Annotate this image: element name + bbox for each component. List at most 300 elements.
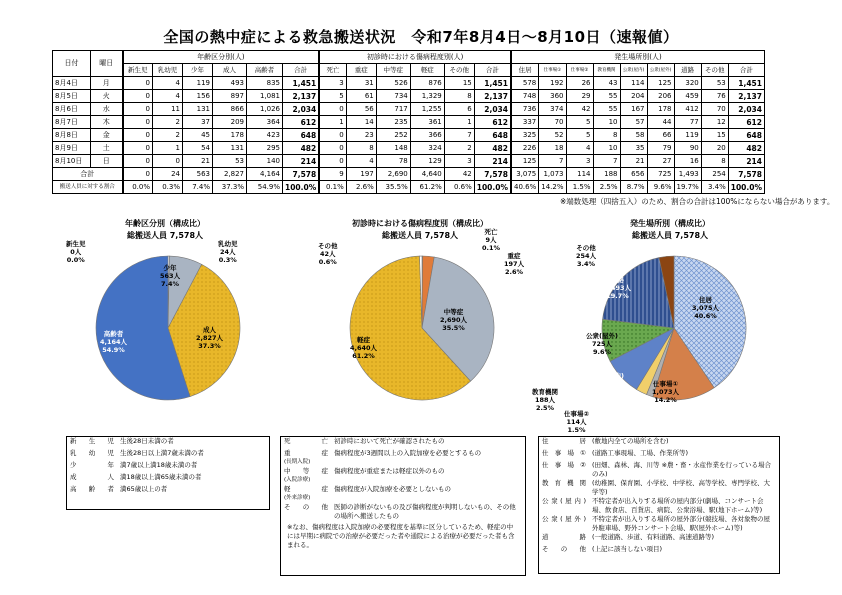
column-headers xyxy=(53,64,765,77)
date-cell: 8月4日 xyxy=(53,77,91,90)
column-header: 乳幼児 xyxy=(153,64,183,77)
definition-term: その他 xyxy=(284,503,328,511)
table-cell: 1,451 xyxy=(283,77,320,90)
table-cell: 114 xyxy=(566,168,593,181)
table-cell: 26 xyxy=(566,77,593,90)
severity-pie-total: 総搬送人員 7,578人 xyxy=(381,231,459,240)
age-pie-heading: 年齢区分別（構成比） xyxy=(125,219,205,228)
definition-desc: 満65歳以上の者 xyxy=(120,485,168,493)
table-cell: 1,026 xyxy=(247,103,283,116)
header-age-group: 年齢区分別(人) xyxy=(123,51,320,64)
ratio-row-label: 搬送人員に対する割合 xyxy=(53,181,123,194)
definition-row xyxy=(281,437,525,449)
severity-pie-heading: 初診時における傷病程度別（構成比） xyxy=(352,219,488,228)
table-cell: 648 xyxy=(283,129,320,142)
table-cell: 2 xyxy=(444,142,474,155)
table-cell: 12 xyxy=(701,116,728,129)
table-cell: 482 xyxy=(283,142,320,155)
table-cell: 178 xyxy=(213,129,247,142)
total-row xyxy=(53,168,765,181)
definition-term: その他 xyxy=(542,545,586,553)
table-cell: 5 xyxy=(319,90,346,103)
table-cell: 0 xyxy=(319,155,346,168)
table-cell: 3 xyxy=(444,155,474,168)
table-cell: 2,137 xyxy=(474,90,511,103)
table-cell: 114 xyxy=(620,77,647,90)
table-cell: 1,493 xyxy=(674,168,701,181)
table-cell: 214 xyxy=(474,155,511,168)
column-header: 軽症 xyxy=(410,64,444,77)
definition-term: 重症 xyxy=(284,449,328,457)
weekday-cell: 金 xyxy=(91,129,123,142)
date-cell: 8月7日 xyxy=(53,116,91,129)
table-cell: 100.0% xyxy=(474,181,511,194)
column-header: 成人 xyxy=(213,64,247,77)
definition-term: 公衆(屋外) xyxy=(542,515,586,523)
table-cell: 324 xyxy=(410,142,444,155)
table-cell: 54.9% xyxy=(247,181,283,194)
severity-label-severe: 重症 197人 2.6% xyxy=(504,252,525,276)
table-cell: 226 xyxy=(511,142,539,155)
definition-desc: 不特定者が出入りする場所の屋内部分(劇場、コンサート会場、飲食店、百貨店、病院、公衆浴場、駅(地下ホーム)等) xyxy=(592,497,764,514)
definition-term: 公衆(屋内) xyxy=(542,497,586,505)
table-cell: 0 xyxy=(123,168,153,181)
table-cell: 366 xyxy=(410,129,444,142)
definition-term: 高齢者 xyxy=(70,485,114,493)
table-cell: 725 xyxy=(647,168,674,181)
column-header: 仕事場① xyxy=(539,64,566,77)
weekday-cell: 日 xyxy=(91,155,123,168)
table-cell: 54 xyxy=(183,142,213,155)
table-cell: 2.5% xyxy=(593,181,620,194)
definition-desc: 満18歳以上満65歳未満の者 xyxy=(120,473,202,481)
table-cell: 412 xyxy=(674,103,701,116)
table-cell: 119 xyxy=(183,77,213,90)
header-date: 日付 xyxy=(53,51,91,77)
table-cell: 3 xyxy=(319,77,346,90)
definition-row xyxy=(67,485,269,497)
place-label-home: 住居 3,075人 40.6% xyxy=(692,296,720,320)
place-pie-total: 総搬送人員 7,578人 xyxy=(631,231,709,240)
table-cell: 8 xyxy=(593,129,620,142)
table-cell: 835 xyxy=(247,77,283,90)
table-cell: 178 xyxy=(647,103,674,116)
table-cell: 4,640 xyxy=(410,168,444,181)
table-cell: 3,075 xyxy=(511,168,539,181)
table-cell: 459 xyxy=(674,90,701,103)
definition-row xyxy=(281,467,525,485)
age-label-adult: 成人 2,827人 37.3% xyxy=(196,326,224,350)
table-cell: 140 xyxy=(247,155,283,168)
table-cell: 612 xyxy=(283,116,320,129)
column-header: 死亡 xyxy=(319,64,346,77)
table-cell: 7.4% xyxy=(183,181,213,194)
table-cell: 1 xyxy=(444,116,474,129)
table-cell: 0 xyxy=(319,103,346,116)
definition-term: 死亡 xyxy=(284,437,328,445)
table-cell: 325 xyxy=(511,129,539,142)
table-cell: 11 xyxy=(153,103,183,116)
table-cell: 4,164 xyxy=(247,168,283,181)
table-cell: 7,578 xyxy=(283,168,320,181)
table-cell: 295 xyxy=(247,142,283,155)
column-header: その他 xyxy=(444,64,474,77)
table-cell: 736 xyxy=(511,103,539,116)
table-cell: 125 xyxy=(511,155,539,168)
place-label-education: 教育機関 188人 2.5% xyxy=(532,388,558,412)
page-title: 全国の熱中症による救急搬送状況 令和7年8月4日～8月10日（速報値） xyxy=(163,28,679,46)
table-row xyxy=(53,129,765,142)
table-cell: 23 xyxy=(346,129,376,142)
table-cell: 70 xyxy=(539,116,566,129)
table-cell: 197 xyxy=(346,168,376,181)
table-cell: 2,827 xyxy=(213,168,247,181)
age-pie-total: 総搬送人員 7,578人 xyxy=(126,231,204,240)
table-cell: 7 xyxy=(539,155,566,168)
weekday-cell: 土 xyxy=(91,142,123,155)
table-cell: 0.0% xyxy=(123,181,153,194)
table-cell: 612 xyxy=(728,116,764,129)
heatstroke-table xyxy=(52,50,765,194)
definition-desc: (上記に該当しない項目) xyxy=(592,545,663,553)
table-cell: 21 xyxy=(183,155,213,168)
header-place-group: 発生場所別(人) xyxy=(511,51,765,64)
table-cell: 482 xyxy=(474,142,511,155)
age-label-infant: 乳幼児 24人 0.3% xyxy=(218,240,238,264)
table-cell: 42 xyxy=(444,168,474,181)
table-cell: 2,690 xyxy=(376,168,410,181)
place-label-work2: 仕事場② 114人 1.5% xyxy=(564,410,590,434)
table-cell: 15 xyxy=(444,77,474,90)
definition-desc: 医師の診断がないもの及び傷病程度が判明しないもの、その他の場所へ搬送したもの xyxy=(334,503,516,520)
table-cell: 374 xyxy=(539,103,566,116)
table-cell: 656 xyxy=(620,168,647,181)
table-cell: 8.7% xyxy=(620,181,647,194)
table-cell: 2.6% xyxy=(346,181,376,194)
table-cell: 1 xyxy=(153,142,183,155)
table-cell: 2 xyxy=(153,129,183,142)
table-cell: 0 xyxy=(153,155,183,168)
table-cell: 563 xyxy=(183,168,213,181)
column-header: 合計 xyxy=(283,64,320,77)
definition-row xyxy=(539,479,779,497)
table-cell: 100.0% xyxy=(728,181,764,194)
table-cell: 55 xyxy=(593,90,620,103)
table-cell: 214 xyxy=(728,155,764,168)
definition-row xyxy=(539,545,779,557)
table-cell: 0.1% xyxy=(319,181,346,194)
table-cell: 29 xyxy=(566,90,593,103)
table-cell: 2,137 xyxy=(728,90,764,103)
table-cell: 131 xyxy=(183,103,213,116)
table-cell: 4 xyxy=(566,142,593,155)
table-cell: 16 xyxy=(674,155,701,168)
table-cell: 648 xyxy=(474,129,511,142)
definition-desc: 傷病程度が入院加療を必要としないもの xyxy=(334,485,451,493)
table-body xyxy=(53,77,765,194)
severity-note: ※なお、傷病程度は入院加療の必要程度を基準に区分しているため、軽症の中には早期に病院での治療が必要だった者や通院による治療が必要だった者も含まれる。 xyxy=(287,523,515,549)
column-header: 少年 xyxy=(183,64,213,77)
table-cell: 254 xyxy=(701,168,728,181)
header-severity-group: 初診時における傷病程度別(人) xyxy=(319,51,511,64)
definition-term: 新生児 xyxy=(70,437,114,445)
table-cell: 7,578 xyxy=(474,168,511,181)
table-cell: 2,034 xyxy=(283,103,320,116)
severity-label-other: その他 42人 0.6% xyxy=(318,242,338,266)
table-cell: 8 xyxy=(444,90,474,103)
table-cell: 360 xyxy=(539,90,566,103)
table-cell: 1,451 xyxy=(728,77,764,90)
table-cell: 1,451 xyxy=(474,77,511,90)
definition-row xyxy=(67,461,269,473)
age-definitions-box xyxy=(66,436,270,510)
place-label-road: 道路 1,493人 19.7% xyxy=(604,276,632,300)
definition-desc: (道路工事現場、工場、作業所等) xyxy=(592,449,689,457)
table-cell: 748 xyxy=(511,90,539,103)
table-cell: 252 xyxy=(376,129,410,142)
column-header: 合計 xyxy=(728,64,764,77)
table-cell: 0 xyxy=(123,142,153,155)
definition-row xyxy=(281,485,525,503)
table-cell: 79 xyxy=(647,142,674,155)
definition-row xyxy=(539,449,779,461)
table-cell: 43 xyxy=(593,77,620,90)
definition-row xyxy=(539,461,779,479)
ratio-row xyxy=(53,181,765,194)
weekday-cell: 水 xyxy=(91,103,123,116)
date-cell: 8月6日 xyxy=(53,103,91,116)
table-row xyxy=(53,77,765,90)
column-header: 道路 xyxy=(674,64,701,77)
column-header: 高齢者 xyxy=(247,64,283,77)
definition-subterm: (入院診療) xyxy=(284,477,311,483)
table-cell: 364 xyxy=(247,116,283,129)
weekday-cell: 月 xyxy=(91,77,123,90)
table-cell: 131 xyxy=(213,142,247,155)
table-cell: 10 xyxy=(593,142,620,155)
definition-desc: 傷病程度が重症または軽症以外のもの xyxy=(334,467,445,475)
definition-desc: 生後28日以上満7歳未満の者 xyxy=(120,449,204,457)
table-cell: 0 xyxy=(319,142,346,155)
definition-desc: 傷病程度が3週間以上の入院加療を必要とするもの xyxy=(334,449,482,457)
table-cell: 0.3% xyxy=(153,181,183,194)
table-cell: 4 xyxy=(346,155,376,168)
table-cell: 361 xyxy=(410,116,444,129)
table-cell: 37.3% xyxy=(213,181,247,194)
place-label-public-outdoor: 公衆(屋外) 725人 9.6% xyxy=(586,332,618,356)
table-cell: 55 xyxy=(593,103,620,116)
table-cell: 0 xyxy=(123,155,153,168)
definition-row xyxy=(539,437,779,449)
table-cell: 19.7% xyxy=(674,181,701,194)
definition-row xyxy=(539,497,779,515)
table-cell: 337 xyxy=(511,116,539,129)
table-cell: 717 xyxy=(376,103,410,116)
severity-label-mild: 軽症 4,640人 61.2% xyxy=(350,336,378,360)
table-cell: 57 xyxy=(620,116,647,129)
date-cell: 8月10日 xyxy=(53,155,91,168)
definition-row xyxy=(67,437,269,449)
definition-term: 仕事場② xyxy=(542,461,586,469)
column-header: 重症 xyxy=(346,64,376,77)
table-cell: 3 xyxy=(566,155,593,168)
weekday-cell: 火 xyxy=(91,90,123,103)
table-cell: 648 xyxy=(728,129,764,142)
column-header: 公衆(屋内) xyxy=(620,64,647,77)
definition-row xyxy=(539,533,779,545)
table-cell: 7 xyxy=(593,155,620,168)
table-cell: 35.5% xyxy=(376,181,410,194)
table-cell: 18 xyxy=(539,142,566,155)
table-cell: 9.6% xyxy=(647,181,674,194)
table-cell: 1.5% xyxy=(566,181,593,194)
column-header: 中等症 xyxy=(376,64,410,77)
place-label-other: その他 254人 3.4% xyxy=(576,244,597,268)
table-cell: 1,329 xyxy=(410,90,444,103)
table-cell: 0 xyxy=(123,90,153,103)
table-cell: 9 xyxy=(319,168,346,181)
table-cell: 866 xyxy=(213,103,247,116)
date-cell: 8月8日 xyxy=(53,129,91,142)
table-cell: 56 xyxy=(346,103,376,116)
definition-row xyxy=(67,473,269,485)
table-cell: 40.6% xyxy=(511,181,539,194)
table-cell: 58 xyxy=(620,129,647,142)
table-cell: 10 xyxy=(593,116,620,129)
definition-term: 教育機関 xyxy=(542,479,586,487)
table-cell: 14.2% xyxy=(539,181,566,194)
severity-label-moderate: 中等症 2,690人 35.5% xyxy=(440,308,468,332)
table-cell: 1,073 xyxy=(539,168,566,181)
column-header: 教育機関 xyxy=(593,64,620,77)
definition-subterm: (外来診療) xyxy=(284,495,311,501)
table-row xyxy=(53,90,765,103)
definition-desc: (田畑、森林、海、川等 ※農・畜・水産作業を行っている場合のみ) xyxy=(592,461,772,478)
table-cell: 423 xyxy=(247,129,283,142)
table-cell: 45 xyxy=(183,129,213,142)
table-cell: 5 xyxy=(566,129,593,142)
table-cell: 1,255 xyxy=(410,103,444,116)
table-cell: 3.4% xyxy=(701,181,728,194)
table-row xyxy=(53,155,765,168)
table-cell: 235 xyxy=(376,116,410,129)
table-cell: 156 xyxy=(183,90,213,103)
column-header: 仕事場② xyxy=(566,64,593,77)
table-cell: 526 xyxy=(376,77,410,90)
table-cell: 27 xyxy=(647,155,674,168)
place-definitions-box xyxy=(538,436,780,574)
definition-row xyxy=(281,449,525,467)
table-cell: 61.2% xyxy=(410,181,444,194)
table-cell: 493 xyxy=(213,77,247,90)
table-cell: 1 xyxy=(319,116,346,129)
definition-term: 乳幼児 xyxy=(70,449,114,457)
table-cell: 7,578 xyxy=(728,168,764,181)
definition-term: 住居 xyxy=(542,437,586,445)
total-row-label: 合計 xyxy=(53,168,123,181)
definition-desc: (一般道路、歩道、有料道路、高速道路等) xyxy=(592,533,715,541)
table-cell: 53 xyxy=(701,77,728,90)
table-cell: 0 xyxy=(123,129,153,142)
table-cell: 8 xyxy=(346,142,376,155)
table-cell: 897 xyxy=(213,90,247,103)
table-cell: 2,034 xyxy=(474,103,511,116)
date-cell: 8月9日 xyxy=(53,142,91,155)
table-cell: 129 xyxy=(410,155,444,168)
header-weekday: 曜日 xyxy=(91,51,123,77)
definition-desc: (幼稚園、保育園、小学校、中学校、高等学校、専門学校、大学等) xyxy=(592,479,771,496)
table-cell: 188 xyxy=(593,168,620,181)
table-cell: 78 xyxy=(376,155,410,168)
date-cell: 8月5日 xyxy=(53,90,91,103)
table-cell: 320 xyxy=(674,77,701,90)
definition-term: 軽症 xyxy=(284,485,328,493)
severity-label-death: 死亡 9人 0.1% xyxy=(482,228,501,252)
table-cell: 44 xyxy=(647,116,674,129)
column-header: 公衆(屋外) xyxy=(647,64,674,77)
table-row xyxy=(53,116,765,129)
place-pie-heading: 発生場所別（構成比） xyxy=(630,219,710,228)
table-cell: 42 xyxy=(566,103,593,116)
table-cell: 4 xyxy=(153,77,183,90)
table-cell: 578 xyxy=(511,77,539,90)
rounding-note: ※端数処理（四捨五入）のため、割合の合計は100%にならない場合があります。 xyxy=(560,197,835,206)
table-cell: 21 xyxy=(620,155,647,168)
definition-term: 成人 xyxy=(70,473,114,481)
table-cell: 5 xyxy=(566,116,593,129)
table-cell: 31 xyxy=(346,77,376,90)
table-cell: 0 xyxy=(123,103,153,116)
table-cell: 2 xyxy=(153,116,183,129)
table-cell: 204 xyxy=(620,90,647,103)
table-cell: 0 xyxy=(123,116,153,129)
table-cell: 876 xyxy=(410,77,444,90)
table-cell: 214 xyxy=(283,155,320,168)
column-header: その他 xyxy=(701,64,728,77)
definition-row xyxy=(281,503,525,521)
severity-pie-chart xyxy=(322,228,525,428)
table-cell: 61 xyxy=(346,90,376,103)
table-cell: 2,034 xyxy=(728,103,764,116)
definition-term: 少年 xyxy=(70,461,114,469)
table-cell: 70 xyxy=(701,103,728,116)
table-cell: 7 xyxy=(444,129,474,142)
age-label-newborn: 新生児 0人 0.0% xyxy=(66,240,86,264)
table-cell: 20 xyxy=(701,142,728,155)
weekday-cell: 木 xyxy=(91,116,123,129)
table-cell: 734 xyxy=(376,90,410,103)
table-cell: 14 xyxy=(346,116,376,129)
table-cell: 24 xyxy=(153,168,183,181)
definition-term: 道路 xyxy=(542,533,586,541)
table-cell: 52 xyxy=(539,129,566,142)
table-cell: 119 xyxy=(674,129,701,142)
column-header: 住居 xyxy=(511,64,539,77)
table-cell: 53 xyxy=(213,155,247,168)
table-cell: 35 xyxy=(620,142,647,155)
table-cell: 37 xyxy=(183,116,213,129)
definition-desc: (敷地内全ての場所を含む) xyxy=(592,437,669,445)
table-cell: 15 xyxy=(701,129,728,142)
severity-definitions-box xyxy=(280,436,526,576)
table-cell: 206 xyxy=(647,90,674,103)
table-cell: 612 xyxy=(474,116,511,129)
table-cell: 66 xyxy=(647,129,674,142)
table-cell: 0 xyxy=(319,129,346,142)
table-cell: 167 xyxy=(620,103,647,116)
definition-desc: 満7歳以上満18歳未満の者 xyxy=(120,461,198,469)
definition-term: 仕事場① xyxy=(542,449,586,457)
